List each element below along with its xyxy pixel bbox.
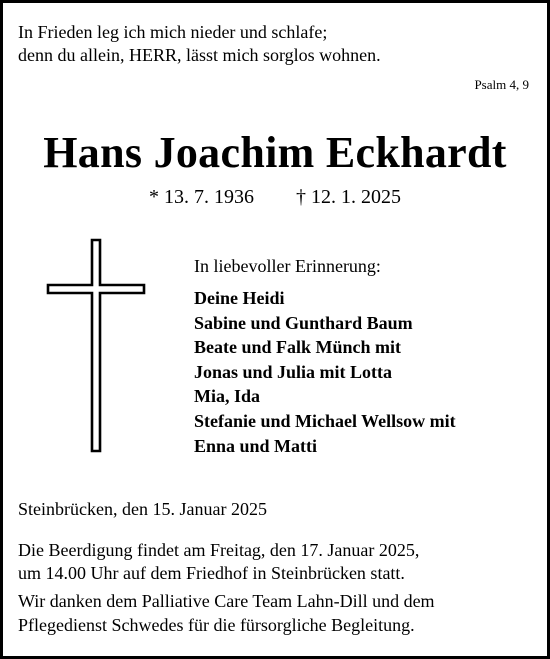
mourner-line: Deine Heidi (194, 288, 285, 308)
mourner-line: Stefanie und Michael Wellsow mit (194, 410, 456, 431)
place-and-date: Steinbrücken, den 15. Januar 2025 (18, 499, 267, 519)
remembrance-intro: In liebevoller Erinnerung: (194, 256, 381, 276)
bible-verse (18, 21, 381, 67)
funeral-line-2: um 14.00 Uhr auf dem Friedhof in Steinbrücken statt. (18, 563, 405, 583)
verse-reference: Psalm 4, 9 (474, 77, 529, 92)
death-date: † 12. 1. 2025 (296, 186, 401, 208)
deceased-name: Hans Joachim Eckhardt (43, 128, 507, 177)
verse-line-1: In Frieden leg ich mich nieder und schlafe; (18, 22, 328, 42)
verse-line-2: denn du allein, HERR, lässt mich sorglos wohnen. (18, 45, 381, 65)
thanks-line-1: Wir danken dem Palliative Care Team Lahn-Dill und dem (18, 591, 435, 611)
funeral-info (18, 539, 419, 585)
thanks-note (18, 589, 435, 637)
mourner-line: Mia, Ida (194, 386, 261, 407)
mourners-list (194, 286, 456, 458)
mourner-line: Jonas und Julia mit Lotta (194, 361, 393, 382)
latin-cross-icon (46, 238, 146, 453)
mourner-line: Enna und Matti (194, 435, 318, 456)
birth-date: * 13. 7. 1936 (149, 186, 254, 208)
mourner-line: Sabine und Gunthard Baum (194, 312, 413, 333)
funeral-line-1: Die Beerdigung findet am Freitag, den 17. Januar 2025, (18, 540, 420, 560)
mourner-line: Beate und Falk Münch mit (194, 337, 402, 358)
thanks-line-2: Pflegedienst Schwedes für die fürsorgliche Begleitung. (18, 615, 415, 635)
life-dates (3, 186, 547, 209)
